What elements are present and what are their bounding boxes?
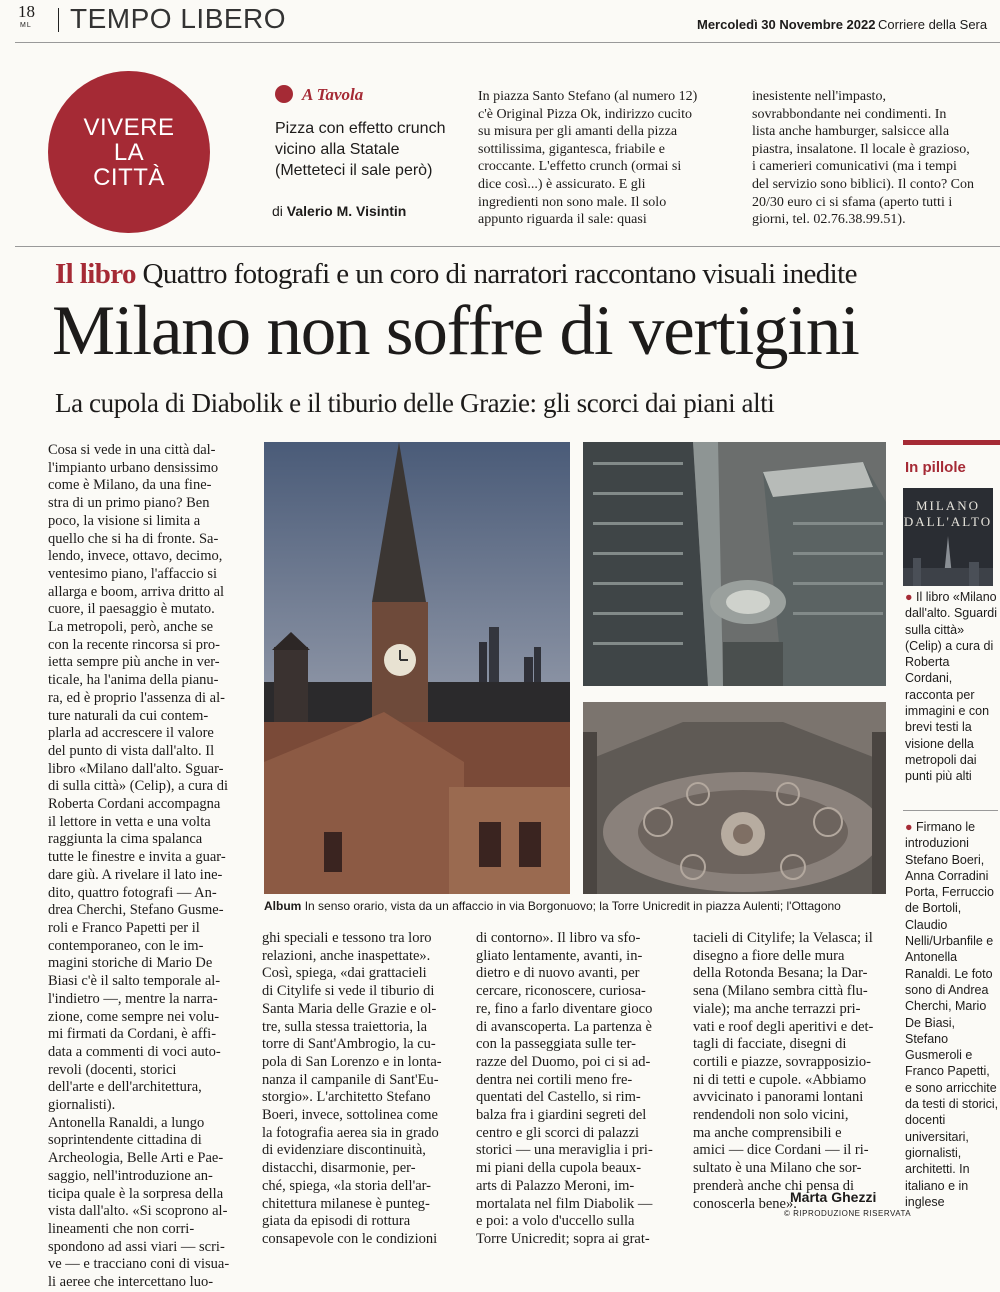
text-line: quentati del Castello, si rim- — [476, 1089, 641, 1106]
text-line: la fotografia aerea sia in grado — [262, 1124, 439, 1141]
text-line: spondono ad assi viari — scri- — [48, 1238, 225, 1255]
text-line: vista dall'alto. «Si scoprono al- — [48, 1203, 228, 1220]
text-line: distacchi, disarmonie, per- — [262, 1160, 416, 1177]
text-line: ve — e tracciano coni di visua- — [48, 1256, 230, 1273]
text-line: ra, ed è proprio l'assenza di al- — [48, 689, 225, 706]
text-line: lista anche hamburger, salsicce alla — [752, 124, 950, 140]
text-line: ghi speciali e tessono tra loro — [262, 930, 432, 946]
text-line: soprintendente cittadina di — [48, 1132, 202, 1149]
text-line: mi piani della cupola beaux- — [476, 1160, 642, 1177]
text-line: dice così...) è assicurato. E gli — [478, 176, 646, 192]
photo-torre-unicredit — [583, 442, 886, 686]
text-line: su misura per gli amanti della pizza — [478, 124, 678, 140]
text-line: balza fra i giardini segreti del — [476, 1107, 647, 1124]
text-line: dare giù. A rivelare il lato ine- — [48, 866, 223, 883]
text-line: sottilissima, gigantesca, friabile e — [478, 141, 666, 157]
text-line: del servizio sono biblici). Il conto? Con — [752, 176, 975, 192]
book-cover-title: MILANO DALL'ALTO — [903, 498, 993, 529]
page-code: ML — [20, 22, 32, 29]
text-line: di avanscoperta. La partenza è — [476, 1018, 652, 1035]
text-line: In piazza Santo Stefano (al numero 12) — [478, 89, 698, 104]
tavola-column-1 — [478, 88, 728, 229]
text-line: giorni, tel. 02.76.38.99.51). — [752, 212, 906, 228]
text-line: ni di tetti e cupole. «Abbiamo — [693, 1071, 867, 1088]
text-line: pola di San Lorenzo e in lonta- — [262, 1053, 442, 1070]
text-line: con la passeggiata sulle ter- — [476, 1036, 636, 1053]
article-column-2 — [262, 930, 458, 1249]
text-line: Boeri, invece, sottolinea come — [262, 1107, 438, 1124]
text-line: ture naturali da cui contem- — [48, 707, 209, 724]
article-signature: Marta Ghezzi — [790, 1189, 877, 1205]
text-line: tagli di facciate, disegni di — [693, 1036, 847, 1053]
tavola-title: Pizza con effetto crunch vicino alla Statale (Metteteci il sale però) — [275, 120, 446, 179]
text-line: cercare, riconoscere, curiosa- — [476, 983, 646, 1000]
text-line: Così, spiega, «dai grattacieli — [262, 965, 427, 982]
text-line: dentra nei cortili meno fre- — [476, 1071, 633, 1088]
bullet-icon: ● — [905, 820, 913, 834]
text-line: data a commenti di voci auto- — [48, 1043, 221, 1060]
text-line: giornalisti). — [48, 1097, 116, 1114]
issue-date: Mercoledì 30 Novembre 2022 — [697, 17, 876, 32]
text-line: drea Cherchi, Stefano Gusme- — [48, 902, 224, 919]
text-line: viale); ma anche terrazzi pri- — [693, 1000, 861, 1017]
sidebar-item-text: Il libro «Milano dall'alto. Sguardi sulla città» (Celip) a cura di Roberta Cordani, racconta per immagini e con brevi testi la visione della metropoli dai punti più alti — [905, 590, 998, 784]
text-line: mi firmati da Cordani, è affi- — [48, 1026, 217, 1043]
text-line: prenderà anche chi pensa di — [693, 1177, 855, 1194]
text-line: re, fino a farlo diventare gioco — [476, 1000, 653, 1017]
text-line: di contorno». Il libro va sfo- — [476, 930, 641, 946]
text-line: croccante. L'effetto crunch (ormai si — [478, 159, 682, 175]
bullet-icon: ● — [905, 590, 913, 604]
article-kicker — [55, 257, 857, 291]
tavola-rule — [15, 246, 1000, 247]
text-line: sovrabbondante nei condimenti. In — [752, 106, 947, 122]
text-line: di evidenziare discontinuità, — [262, 1142, 426, 1159]
article-headline: Milano non soffre di vertigini — [52, 292, 859, 370]
text-line: cuore, il paesaggio è mutato. — [48, 601, 215, 618]
text-line: plarla ad accrescere il valore — [48, 725, 214, 742]
text-line: Biasi c'è il salto temporale al- — [48, 973, 221, 990]
sidebar-item-authors — [905, 819, 1000, 1210]
text-line: La metropoli, però, anche se — [48, 619, 214, 636]
text-line: mortalata nel film Diabolik — — [476, 1195, 653, 1212]
tavola-label: A Tavola — [302, 85, 364, 104]
text-line: storici — una meraviglia i pri- — [476, 1142, 653, 1159]
caption-label: Album — [264, 899, 302, 913]
text-line: Cosa si vede in una città dal- — [48, 442, 216, 458]
text-line: gliato lentamente, avanti, in- — [476, 947, 643, 964]
text-line: dietro e di nuovo avanti, per — [476, 965, 640, 982]
article-subheadline: La cupola di Diabolik e il tiburio delle Grazie: gli scorci dai piani alti — [55, 388, 775, 418]
text-line: magini storiche di Mario De — [48, 955, 213, 972]
text-line: razze del Duomo, poi ci si ad- — [476, 1053, 651, 1070]
text-line: cortili e piazze, sovrapposizio- — [693, 1053, 871, 1070]
text-line: vati e roof degli aperitivi e det- — [693, 1018, 874, 1035]
text-line: revoli (docenti, storici — [48, 1061, 177, 1078]
article-column-3 — [476, 930, 672, 1249]
text-line: Santa Maria delle Grazie e ol- — [262, 1000, 437, 1017]
badge-line-3: CITTÀ — [93, 163, 165, 191]
rights-notice: © RIPRODUZIONE RISERVATA — [784, 1209, 912, 1218]
text-line: arts di Palazzo Meroni, im- — [476, 1177, 635, 1194]
header-rule — [15, 42, 1000, 43]
text-line: i camerieri comunicativi (ma i tempi — [752, 159, 957, 175]
text-line: tacieli di Citylife; la Velasca; il — [693, 930, 873, 946]
text-line: storgio». L'architetto Stefano — [262, 1089, 431, 1106]
text-line: Antonella Ranaldi, a lungo — [48, 1114, 205, 1131]
header-divider — [58, 8, 59, 32]
text-line: ventesimo piano, l'affaccio si — [48, 565, 218, 582]
text-line: il lettore in vetta e una volta — [48, 813, 211, 830]
text-line: ma anche comprensibili e — [693, 1124, 842, 1141]
text-line: roli e Franco Papetti per il — [48, 919, 200, 936]
badge-line-2: LA — [113, 138, 145, 166]
text-line: e poi: a volo d'uccello sulla — [476, 1213, 635, 1230]
section-title: TEMPO LIBERO — [70, 3, 287, 34]
text-line: amici — dice Cordani — il ri- — [693, 1142, 869, 1159]
text-line: inesistente nell'impasto, — [752, 89, 886, 104]
vivere-la-citta-badge — [48, 71, 210, 233]
tavola-dot-icon — [275, 85, 293, 103]
badge-line-1: VIVERE — [83, 113, 175, 141]
text-line: ticale, ha l'anima della pianu- — [48, 672, 219, 689]
book-cover-image — [903, 488, 993, 586]
text-line: libro «Milano dall'alto. Sguar- — [48, 760, 224, 777]
caption-text: In senso orario, vista da un affaccio in via Borgonuovo; la Torre Unicredit in piazza Aulenti; l'Ottagono — [304, 899, 841, 913]
sidebar-item-book — [905, 589, 1000, 785]
byline-prefix: di — [272, 203, 283, 219]
text-line: sena (Milano sembra città flu- — [693, 983, 868, 1000]
kicker-label: Il libro — [55, 258, 136, 290]
text-line: relazioni, anche inaspettate». — [262, 947, 431, 964]
text-line: avvicinato i panorami lontani — [693, 1089, 864, 1106]
text-line: disegno a fiore delle mura — [693, 947, 845, 964]
text-line: ticipa quale è la sorpresa della — [48, 1185, 224, 1202]
text-line: Torre Unicredit; sopra ai grat- — [476, 1230, 650, 1247]
text-line: rendendoli non solo vicini, — [693, 1107, 849, 1124]
text-line: della Rotonda Besana; la Dar- — [693, 965, 868, 982]
text-line: tre, sulla stessa traiettoria, la — [262, 1018, 428, 1035]
text-line: consapevole con le condizioni — [262, 1230, 438, 1247]
page-number: 18 — [18, 2, 35, 21]
text-line: chitettura milanese è punteg- — [262, 1195, 430, 1212]
article-column-1 — [48, 442, 244, 1292]
text-line: appunto riguarda il sale: quasi — [478, 212, 647, 228]
text-line: Roberta Cordani accompagna — [48, 796, 221, 813]
text-line: li aeree che intercettano luo- — [48, 1274, 214, 1291]
text-line: allarga e boom, arriva dritto al — [48, 583, 225, 600]
text-line: nanza il campanile di Sant'Eu- — [262, 1071, 439, 1088]
text-line: del punto di vista dall'alto. Il — [48, 742, 215, 759]
text-line: di Citylife si vede il tiburio di — [262, 983, 435, 1000]
text-line: Archeologia, Belle Arti e Pae- — [48, 1150, 224, 1167]
text-line: dell'arte e dell'architettura, — [48, 1079, 202, 1096]
newspaper-name: Corriere della Sera — [878, 17, 988, 32]
text-line: poco, la visione si limita a — [48, 512, 201, 529]
photo-borgonuovo-tower — [264, 442, 570, 894]
sidebar-title: In pillole — [905, 459, 966, 476]
sidebar-item-text: Firmano le introduzioni Stefano Boeri, Anna Corradini Porta, Ferruccio de Bortoli, Claudio Nelli/Urbanfile e Antonella Ranaldi. Le foto sono di Andrea Cherchi, Mario De Biasi, Stefano Gusmeroli e Franco Papetti, e sono arricchite da testi di storici, docenti universitari, giornalisti, architetti. In italiano e in inglese — [905, 820, 999, 1209]
text-line: c'è Original Pizza Ok, indirizzo cucito — [478, 106, 692, 122]
text-line: saggio, nell'introduzione an- — [48, 1167, 213, 1184]
text-line: lendo, invece, ottavo, decimo, — [48, 548, 223, 565]
text-line: lineamenti che non corri- — [48, 1220, 195, 1237]
text-line: l'impianto urbano densissimo — [48, 459, 219, 476]
tavola-column-2 — [752, 88, 1000, 229]
text-line: quello che si ha di fronte. Sa- — [48, 530, 219, 547]
text-line: piastra, insalatone. Il locale è grazioso, — [752, 141, 970, 157]
text-line: centro e gli scorci di palazzi — [476, 1124, 640, 1141]
text-line: stra di un primo piano? Ben — [48, 495, 210, 512]
byline-author: Valerio M. Visintin — [286, 203, 407, 219]
text-line: conoscerla bene». — [693, 1195, 797, 1212]
text-line: con la recente rincorsa si pro- — [48, 636, 220, 653]
text-line: giata da episodi di rottura — [262, 1213, 411, 1230]
photo-caption — [264, 899, 894, 913]
text-line: l'indietro —, mentre la narra- — [48, 990, 218, 1007]
sidebar-rule — [903, 810, 998, 811]
text-line: dito, quattro fotografi — An- — [48, 884, 217, 901]
text-line: tutte le finestre e invita a guar- — [48, 849, 226, 866]
text-line: 20/30 euro ci si sfama (aperto tutti i — [752, 194, 953, 210]
article-column-4 — [693, 930, 889, 1213]
text-line: ingredienti non sono male. Il solo — [478, 194, 667, 210]
text-line: come è Milano, da una fine- — [48, 477, 212, 494]
text-line: sultato è una Milano che sor- — [693, 1160, 862, 1177]
text-line: zione, come sempre nei volu- — [48, 1008, 220, 1025]
sidebar-accent-bar — [903, 440, 1000, 445]
text-line: contemporaneo, con le im- — [48, 937, 204, 954]
text-line: ché, spiega, «la storia dell'ar- — [262, 1177, 432, 1194]
tavola-byline — [272, 203, 406, 219]
text-line: torre di Sant'Ambrogio, la cu- — [262, 1036, 436, 1053]
text-line: raggiunta la cima spalanca — [48, 831, 203, 848]
text-line: ietta sempre più anche in ver- — [48, 654, 220, 671]
kicker-text: Quattro fotografi e un coro di narratori raccontano visuali inedite — [142, 258, 857, 290]
photo-ottagono — [583, 702, 886, 894]
text-line: di sulla città» (Celip), a cura di — [48, 778, 228, 795]
